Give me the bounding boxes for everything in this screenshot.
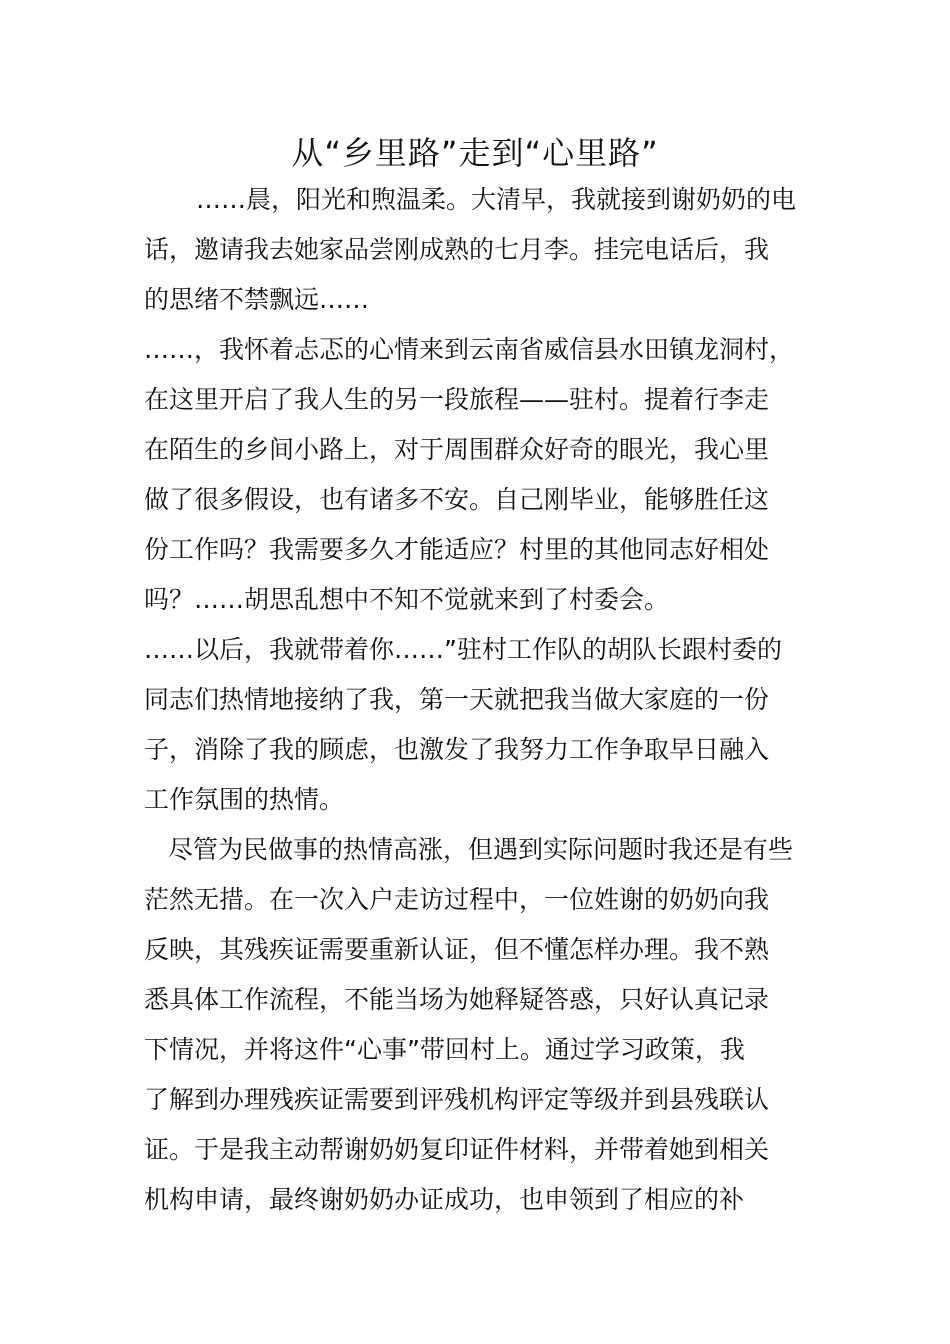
paragraph-line: 下情况，并将这件“心事”带回村上。通过学习政策，我 (144, 1035, 745, 1064)
paragraph-line: 反映，其残疾证需要重新认证，但不懂怎样办理。我不熟 (144, 935, 770, 964)
paragraph-line: 工作氛围的热情。 (144, 785, 345, 814)
paragraph-line: 在陌生的乡间小路上，对于周围群众好奇的眼光，我心里 (144, 435, 770, 464)
paragraph-line: 在这里开启了我人生的另一段旅程——驻村。提着行李走 (144, 385, 770, 414)
paragraph-line: ……，我怀着忐忑的心情来到云南省威信县水田镇龙洞村， (144, 335, 795, 364)
paragraph-line: 子，消除了我的顾虑，也激发了我努力工作争取早日融入 (144, 735, 770, 764)
paragraph-line: 份工作吗？我需要多久才能适应？村里的其他同志好相处 (144, 535, 770, 564)
paragraph-line: 机构申请，最终谢奶奶办证成功，也申领到了相应的补 (144, 1185, 745, 1214)
paragraph-line: 证。于是我主动帮谢奶奶复印证件材料，并带着她到相关 (144, 1135, 770, 1164)
paragraph-line: 的思绪不禁飘远…… (144, 285, 370, 314)
paragraph-line: 了解到办理残疾证需要到评残机构评定等级并到县残联认 (144, 1085, 770, 1114)
paragraph-line: 话，邀请我去她家品尝刚成熟的七月李。挂完电话后，我 (144, 235, 770, 264)
paragraph-line: 茫然无措。在一次入户走访过程中，一位姓谢的奶奶向我 (144, 885, 770, 914)
paragraph-line: 吗？……胡思乱想中不知不觉就来到了村委会。 (144, 585, 670, 614)
paragraph-line: 做了很多假设，也有诸多不安。自己刚毕业，能够胜任这 (144, 485, 770, 514)
paragraph-line: 悉具体工作流程，不能当场为她释疑答惑，只好认真记录 (144, 985, 770, 1014)
paragraph-line: ……晨，阳光和煦温柔。大清早，我就接到谢奶奶的电 (196, 185, 797, 214)
paragraph-line: 同志们热情地接纳了我，第一天就把我当做大家庭的一份 (144, 685, 770, 714)
document-title: 从“乡里路”走到“心里路” (291, 134, 659, 172)
paragraph-line: 尽管为民做事的热情高涨，但遇到实际问题时我还是有些 (168, 835, 794, 864)
paragraph-line: ……以后，我就带着你……”驻村工作队的胡队长跟村委的 (144, 635, 782, 664)
